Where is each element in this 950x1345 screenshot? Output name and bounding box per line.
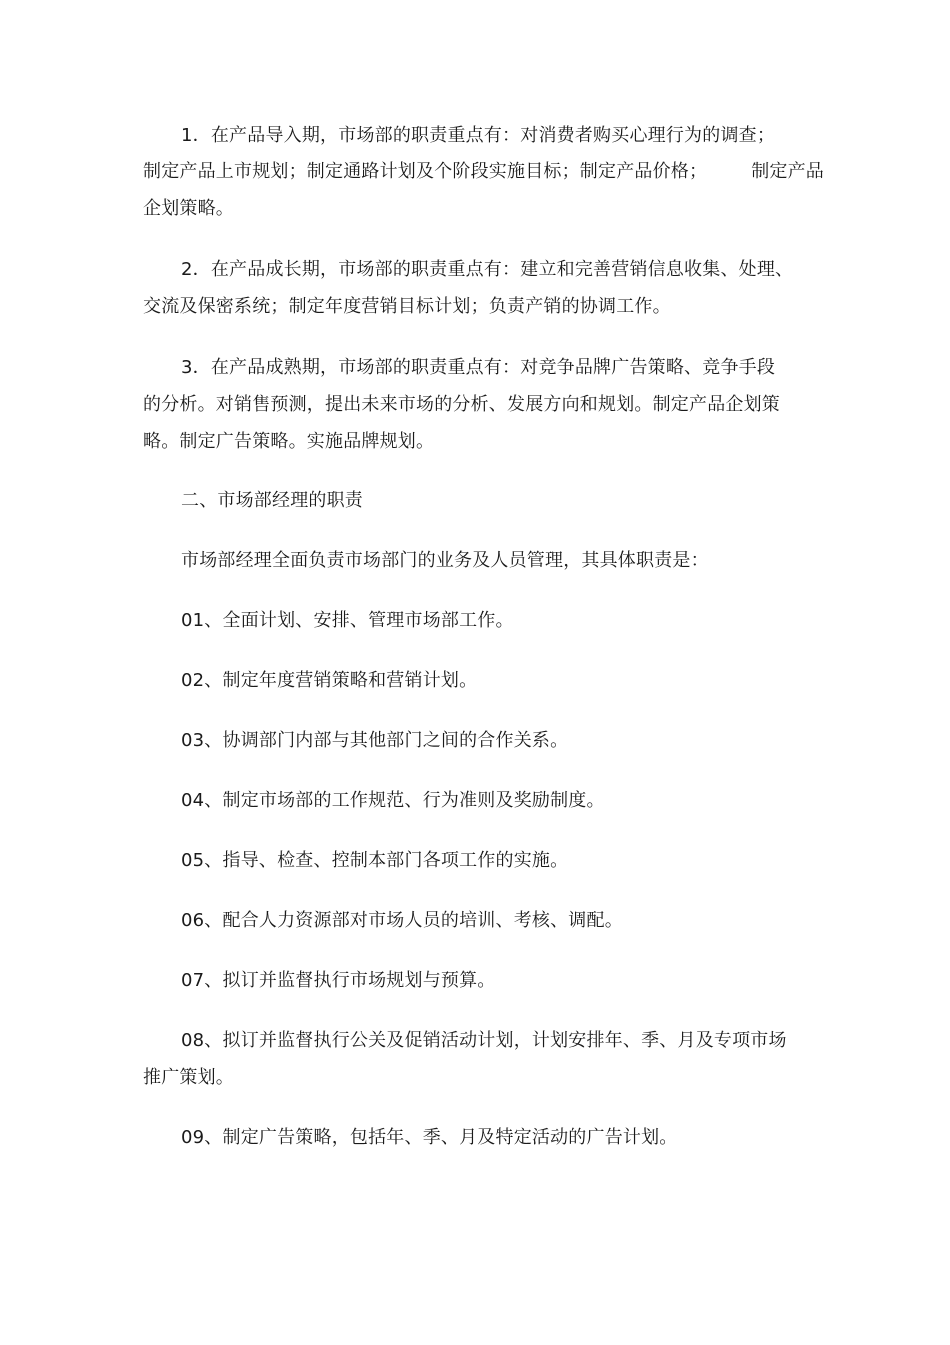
- list-item: 08、拟订并监督执行公关及促销活动计划，计划安排年、季、月及专项市场: [181, 1030, 787, 1051]
- p1-line2-b: 制定产品: [751, 161, 825, 182]
- list-item: 05、指导、检查、控制本部门各项工作的实施。: [181, 850, 569, 871]
- intro-text: 市场部经理全面负责市场部门的业务及人员管理，其具体职责是：: [181, 550, 709, 571]
- p2-line1: 2．在产品成长期，市场部的职责重点有：建立和完善营销信息收集、处理、: [181, 259, 794, 280]
- list-item: 06、配合人力资源部对市场人员的培训、考核、调配。: [181, 910, 623, 931]
- list-item: 07、拟订并监督执行市场规划与预算。: [181, 970, 496, 991]
- list-item: 01、全面计划、安排、管理市场部工作。: [181, 610, 514, 631]
- list-item: 09、制定广告策略，包括年、季、月及特定活动的广告计划。: [181, 1127, 678, 1148]
- list-item-continuation: 推广策划。: [143, 1067, 234, 1088]
- p3-line1: 3．在产品成熟期，市场部的职责重点有：对竞争品牌广告策略、竞争手段: [181, 357, 776, 378]
- section-heading: 二、市场部经理的职责: [181, 490, 363, 511]
- p1-line3: 企划策略。: [143, 198, 234, 219]
- p1-line1: 1．在产品导入期，市场部的职责重点有：对消费者购买心理行为的调查；: [181, 125, 776, 146]
- p1-line2-a: 制定产品上市规划；制定通路计划及个阶段实施目标；制定产品价格；: [143, 161, 708, 182]
- p1-line2: [143, 160, 824, 184]
- list-item: 02、制定年度营销策略和营销计划。: [181, 670, 478, 691]
- p3-line2: 的分析。对销售预测，提出未来市场的分析、发展方向和规划。制定产品企划策: [143, 394, 780, 415]
- list-item: 03、协调部门内部与其他部门之间的合作关系。: [181, 730, 569, 751]
- list-item: 04、制定市场部的工作规范、行为准则及奖励制度。: [181, 790, 605, 811]
- p2-line2: 交流及保密系统；制定年度营销目标计划；负责产销的协调工作。: [143, 296, 671, 317]
- p3-line3: 略。制定广告策略。实施品牌规划。: [143, 431, 435, 452]
